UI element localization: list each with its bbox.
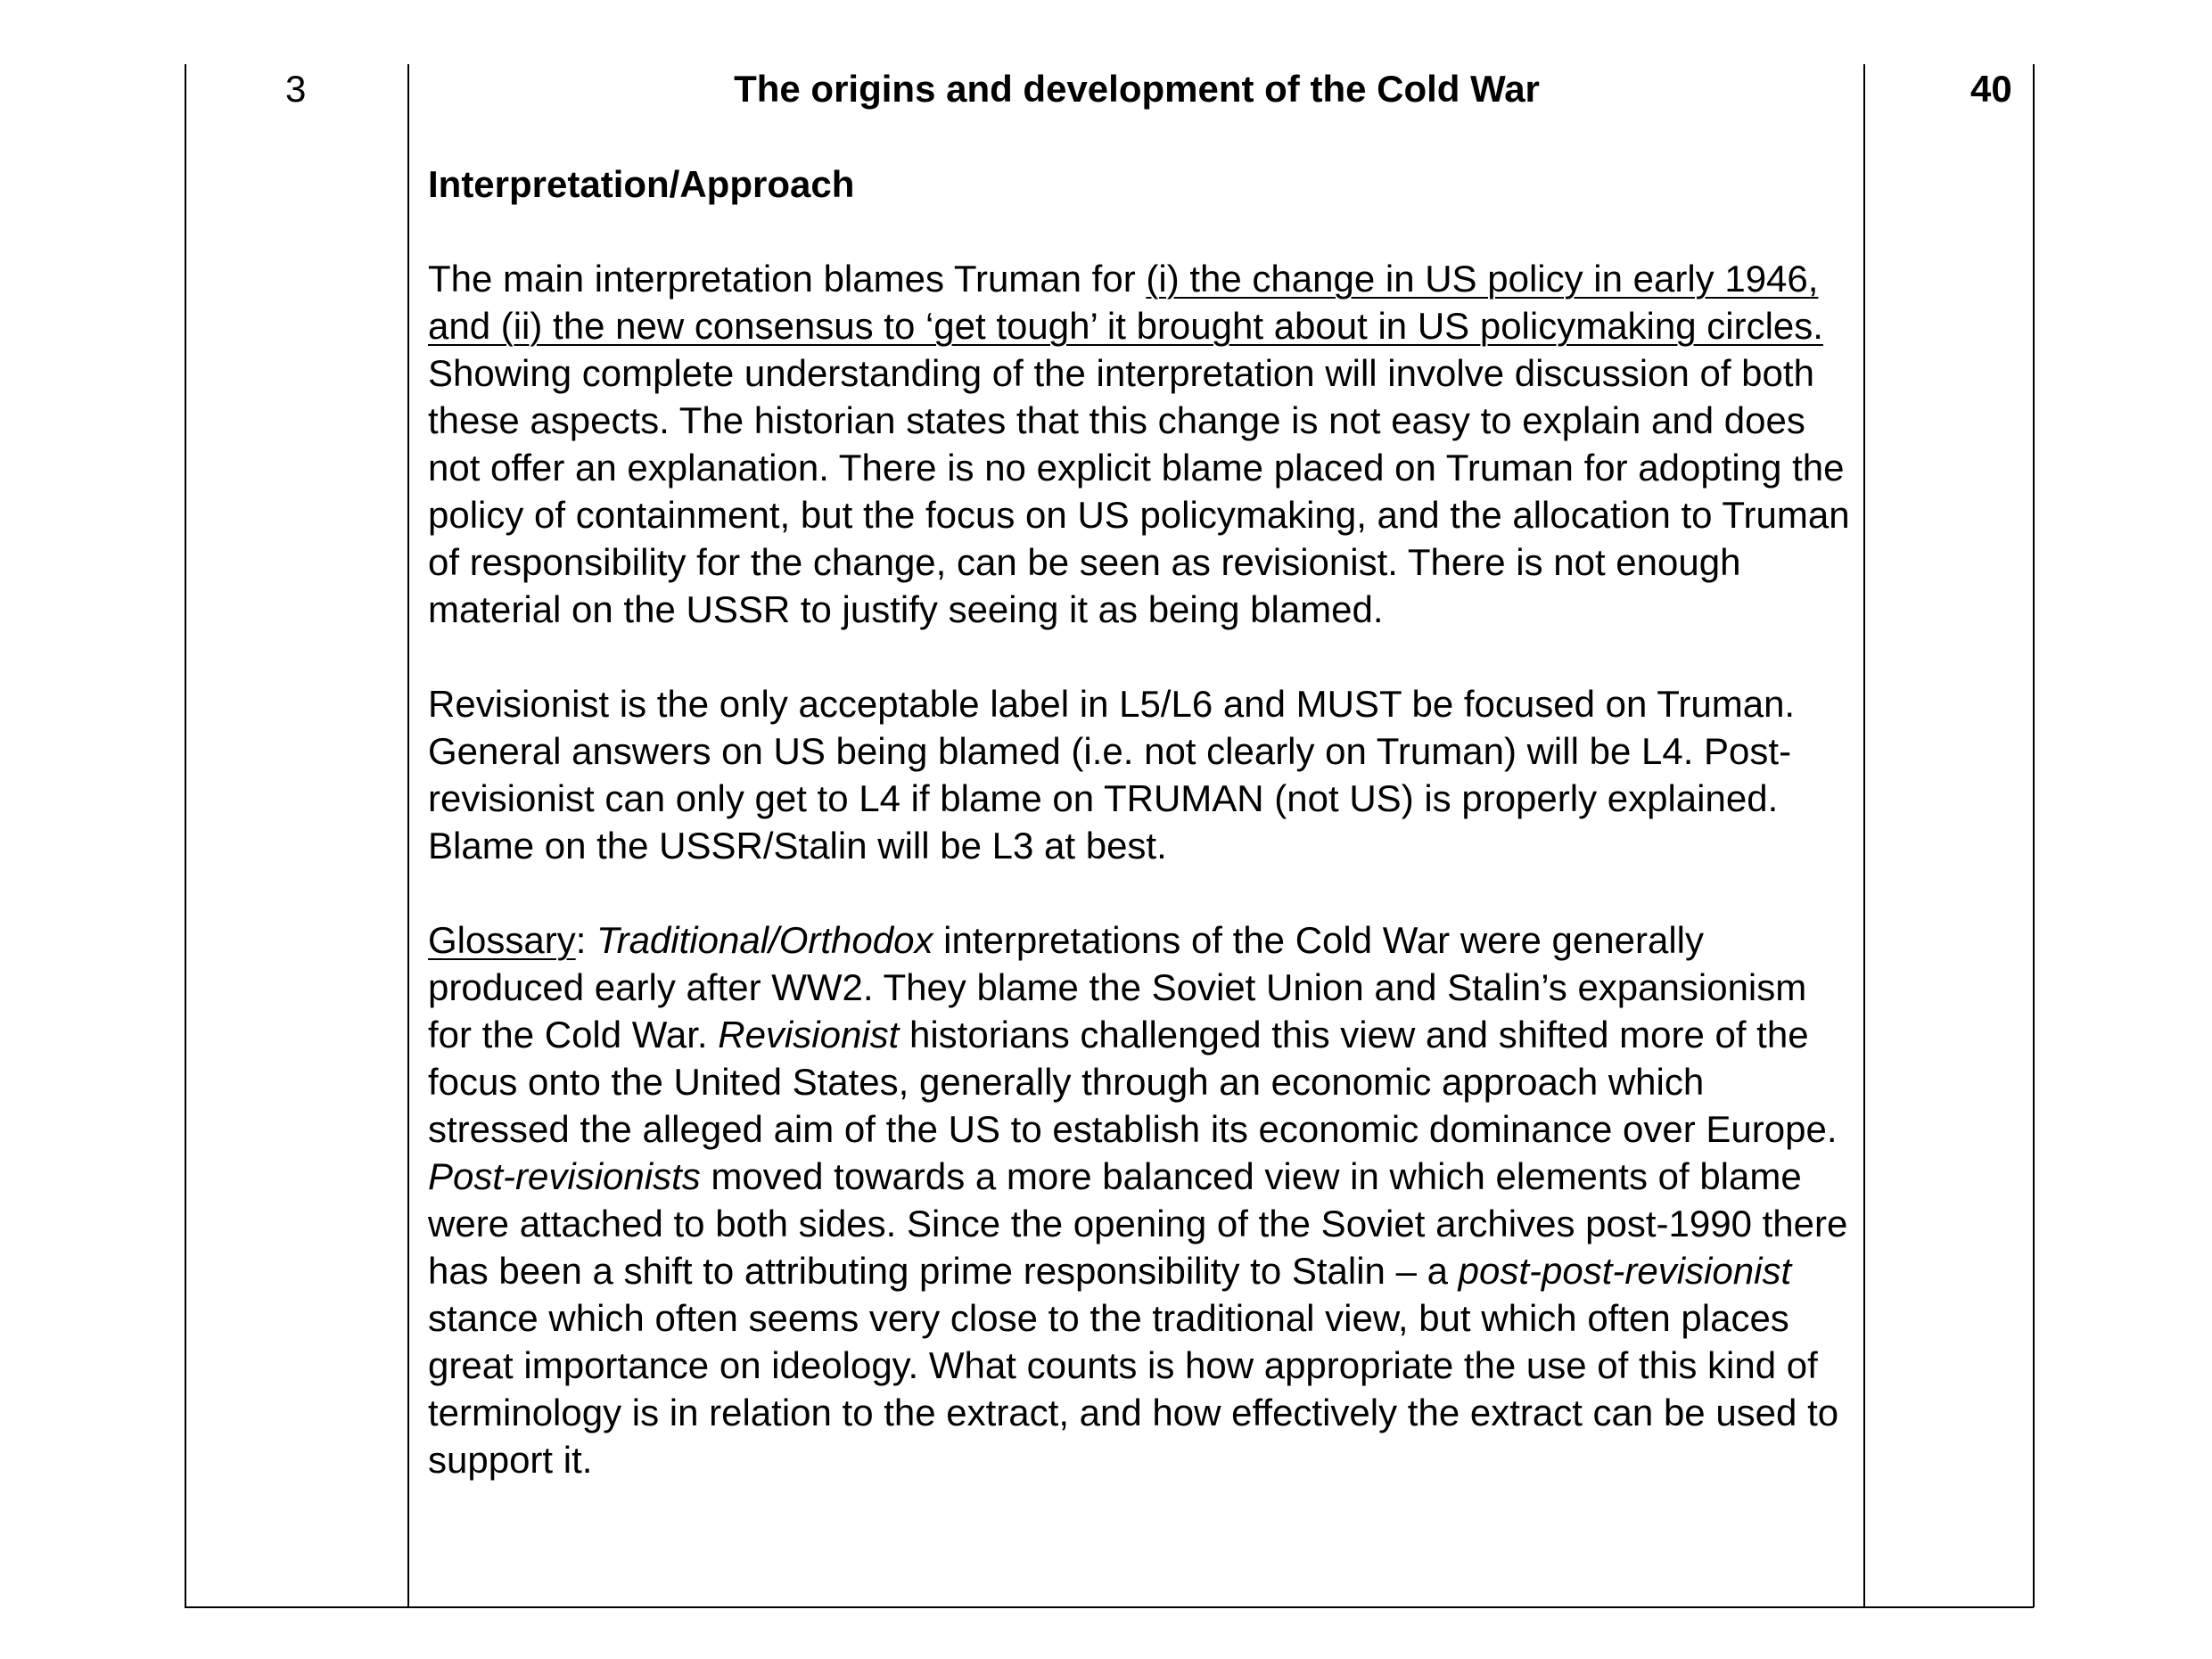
glossary-label: Glossary — [428, 919, 576, 961]
glossary-text-2: historians challenged this view and shifted more of the focus onto the United States, generally through an economic approach which stressed the alleged aim of the US to establish its economic dominance over Europe. — [428, 1014, 1838, 1150]
table-border-bottom — [185, 1606, 2034, 1608]
table-border-right — [2033, 64, 2035, 1607]
glossary-text-3: moved towards a more balanced view in which elements of blame were attached to both sides. Since the opening of the Soviet archives post-1990 there has been a shift to attributing prime responsibility to Stalin – a — [428, 1155, 1848, 1292]
glossary-colon: : — [575, 919, 597, 961]
question-marks: 40 — [1970, 68, 2012, 110]
glossary-term-traditional: Traditional/Orthodox — [596, 919, 933, 961]
table-border-col3 — [1863, 64, 1865, 1607]
interpretation-underlined: (i) the change in US policy in early 1946, and (ii) the new consensus to ‘get tough’ it brought about in US policymaking circles. — [428, 258, 1823, 347]
glossary-text-1: interpretations of the Cold War were generally produced early after WW2. They blame the Soviet Union and Stalin’s expansionism for the Cold War. — [428, 919, 1807, 1055]
glossary-paragraph — [428, 916, 1854, 1483]
glossary-term-post-revisionists: Post-revisionists — [428, 1155, 701, 1197]
interpretation-lead: The main interpretation blames Truman for — [428, 258, 1147, 300]
glossary-text-4: stance which often seems very close to the traditional view, but which often places great importance on ideology. What counts is how appropriate the use of this kind of terminology is in relation to the extract, and how effectively the extract can be used to support it. — [428, 1297, 1839, 1481]
glossary-term-post-post-revisionist: post-post-revisionist — [1458, 1250, 1792, 1292]
interpretation-paragraph — [428, 255, 1854, 633]
glossary-term-revisionist: Revisionist — [718, 1014, 900, 1055]
levels-paragraph: Revisionist is the only acceptable label in L5/L6 and MUST be focused on Truman. General answers on US being blamed (i.e. not clearly on Truman) will be L4. Post-revisionist can only get to L4 if blame on TRUMAN (not US) is properly explained. Blame on the USSR/Stalin will be L3 at best. — [428, 683, 1796, 866]
table-border-left — [185, 64, 186, 1607]
question-title: The origins and development of the Cold War — [734, 68, 1540, 110]
section-heading: Interpretation/Approach — [428, 163, 855, 205]
question-number: 3 — [285, 68, 307, 110]
mark-scheme-content — [428, 160, 1854, 1483]
interpretation-rest: Showing complete understanding of the interpretation will involve discussion of both these aspects. The historian states that this change is not easy to explain and does not offer an explanation. There is no explicit blame placed on Truman for adopting the policy of containment, but the focus on US policymaking, and the allocation to Truman of responsibility for the change, can be seen as revisionist. There is not enough material on the USSR to justify seeing it as being blamed. — [428, 352, 1850, 630]
table-border-col2 — [407, 64, 409, 1607]
